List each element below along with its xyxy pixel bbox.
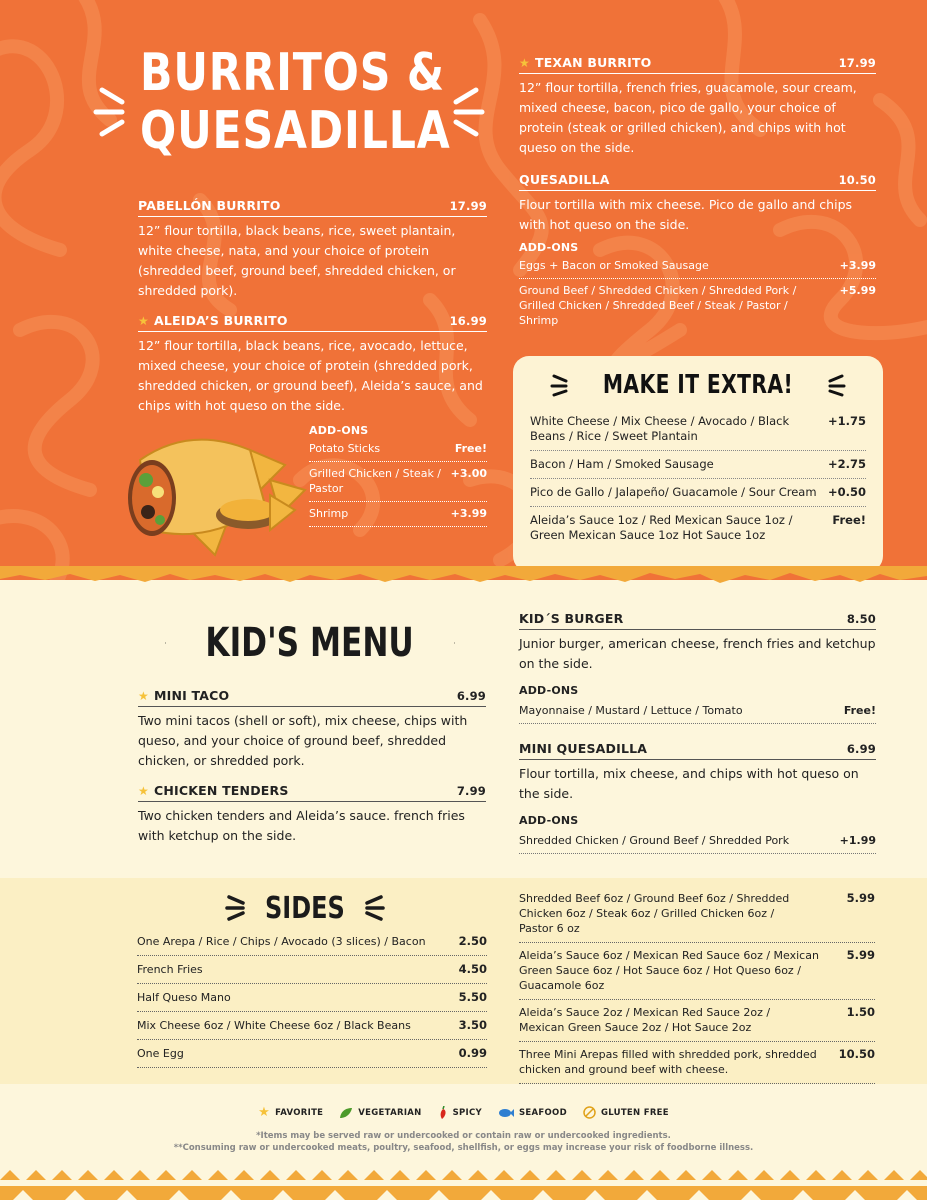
addon-name: Mayonnaise / Mustard / Lettuce / Tomato	[519, 704, 743, 717]
side-price: 10.50	[838, 1047, 875, 1061]
addon-row	[309, 437, 487, 462]
item-name: CHICKEN TENDERS	[153, 783, 289, 798]
addons-label: ADD-ONS	[309, 424, 369, 437]
page-title	[140, 43, 451, 161]
menu-item-mini-quesadilla	[519, 741, 876, 854]
fish-icon	[498, 1107, 514, 1119]
addon-row	[309, 462, 487, 502]
item-name: QUESADILLA	[519, 172, 610, 187]
item-description: Two chicken tenders and Aleida’s sauce. french fries with ketchup on the side.	[138, 808, 465, 843]
burst-right-icon	[446, 82, 486, 142]
star-icon: ★	[258, 1105, 271, 1120]
chili-pepper-icon	[438, 1106, 448, 1120]
sides-right-list	[519, 886, 875, 1084]
extra-name: White Cheese / Mix Cheese / Avocado / Black Beans / Rice / Sweet Plantain	[530, 414, 790, 443]
extra-row	[530, 479, 866, 507]
menu-item-mini-taco	[138, 688, 486, 771]
side-row	[137, 929, 487, 956]
item-name: KID´S BURGER	[519, 611, 624, 626]
leaf-icon	[339, 1107, 353, 1119]
item-description: Flour tortilla, mix cheese, and chips with hot queso on the side.	[519, 766, 859, 801]
side-name: Half Queso Mano	[137, 991, 231, 1004]
page-title-line1: BURRITOS &	[140, 43, 445, 103]
side-price: 5.99	[846, 891, 875, 905]
menu-item-chicken-tenders	[138, 783, 486, 846]
legend-label: SEAFOOD	[519, 1107, 567, 1118]
legend-vegetarian	[339, 1105, 421, 1120]
menu-item-quesadilla	[519, 172, 876, 333]
addon-price: +3.00	[450, 467, 487, 480]
item-price: 17.99	[449, 198, 487, 213]
burritos-section	[0, 0, 927, 580]
item-description: Flour tortilla with mix cheese. Pico de gallo and chips with hot queso on the side.	[519, 197, 853, 232]
torn-edge-divider	[0, 566, 927, 588]
side-row	[519, 1000, 875, 1042]
chevron-burst-right-icon	[826, 372, 846, 398]
addon-name: Shrimp	[309, 507, 349, 520]
kids-menu-heading	[165, 618, 455, 668]
extra-price: +0.50	[827, 485, 866, 499]
side-price: 5.99	[846, 948, 875, 962]
addon-name: Shredded Chicken / Ground Beef / Shredded Pork	[519, 834, 790, 847]
item-description: 12” flour tortilla, black beans, rice, avocado, lettuce, mixed cheese, your choice of protein (shredded pork, shredded chicken, or ground beef), Aleida’s sauce, and chips with hot queso on the side.	[138, 338, 483, 413]
legend-seafood	[498, 1105, 567, 1120]
page-title-line2: QUESADILLA	[140, 101, 451, 161]
side-name: Mix Cheese 6oz / White Cheese 6oz / Black Beans	[137, 1019, 411, 1032]
item-name: ALEIDA’S BURRITO	[153, 313, 288, 328]
side-name: Aleida’s Sauce 6oz / Mexican Red Sauce 6oz / Mexican Green Sauce 6oz / Hot Sauce 6oz / Hot Queso 6oz / Guacamole 6oz	[519, 949, 819, 992]
legend-spicy	[438, 1105, 482, 1120]
side-price: 4.50	[458, 962, 487, 976]
side-row	[137, 1040, 487, 1068]
addon-name: Eggs + Bacon or Smoked Sausage	[519, 259, 709, 272]
side-name: Three Mini Arepas filled with shredded pork, shredded chicken and ground beef with cheese.	[519, 1048, 817, 1076]
legend-favorite	[258, 1105, 323, 1120]
side-name: Aleida’s Sauce 2oz / Mexican Red Sauce 2oz / Mexican Green Sauce 2oz / Hot Sauce 2oz	[519, 1006, 771, 1034]
extra-name: Pico de Gallo / Jalapeño/ Guacamole / Sour Cream	[530, 485, 817, 499]
addon-price: +5.99	[839, 284, 876, 297]
addons-label: ADD-ONS	[519, 684, 579, 697]
side-price: 5.50	[458, 990, 487, 1004]
kids-menu-title: KID'S MENU	[205, 620, 415, 666]
chevron-burst-left-icon	[165, 625, 166, 661]
addons-label: ADD-ONS	[519, 241, 579, 254]
item-price: 16.99	[449, 313, 487, 328]
side-name: One Egg	[137, 1047, 184, 1060]
chevron-burst-left-icon	[550, 372, 570, 398]
addon-name: Potato Sticks	[309, 442, 381, 455]
side-name: Shredded Beef 6oz / Ground Beef 6oz / Shredded Chicken 6oz / Steak 6oz / Grilled Chicken 6oz / Pastor 6 oz	[519, 892, 790, 935]
side-price: 0.99	[458, 1046, 487, 1060]
side-row	[137, 956, 487, 984]
favorite-star-icon: ★	[138, 783, 149, 798]
extra-name: Bacon / Ham / Smoked Sausage	[530, 457, 714, 471]
menu-item-pabellon-burrito	[138, 198, 487, 301]
item-price: 17.99	[838, 55, 876, 70]
item-price: 6.99	[456, 688, 486, 703]
make-it-extra-panel	[513, 356, 883, 572]
menu-item-aleidas-burrito	[138, 313, 487, 416]
side-row	[137, 984, 487, 1012]
item-description: 12” flour tortilla, black beans, rice, sweet plantain, white cheese, nata, and your choice of protein (shredded beef, ground beef, shredded chicken, or shredded pork).	[138, 223, 456, 298]
extra-row	[530, 408, 866, 451]
extra-price: Free!	[832, 513, 866, 527]
addon-name: Grilled Chicken / Steak / Pastor	[309, 467, 442, 495]
side-price: 3.50	[458, 1018, 487, 1032]
foodborne-illness-note: **Consuming raw or undercooked meats, poultry, seafood, shellfish, or eggs may increase your risk of foodborne illness.	[173, 1143, 754, 1153]
aleidas-addons	[309, 424, 487, 527]
addon-row	[519, 254, 876, 279]
item-description: Junior burger, american cheese, french fries and ketchup on the side.	[519, 636, 876, 671]
chevron-burst-right-icon	[363, 893, 385, 923]
menu-item-texan-burrito	[519, 55, 876, 158]
extra-name: Aleida’s Sauce 1oz / Red Mexican Sauce 1oz / Green Mexican Sauce 1oz Hot Sauce 1oz	[530, 513, 793, 542]
bottom-zigzag-pattern	[0, 1166, 927, 1200]
addons-label: ADD-ONS	[519, 814, 579, 827]
raw-food-note: *Items may be served raw or undercooked or contain raw or undercooked ingredients.	[256, 1131, 671, 1141]
legend-label: GLUTEN FREE	[600, 1107, 669, 1118]
item-description: Two mini tacos (shell or soft), mix cheese, chips with queso, and your choice of ground beef, shredded chicken, or shredded pork.	[138, 713, 468, 768]
side-name: French Fries	[137, 963, 203, 976]
favorite-star-icon: ★	[138, 688, 149, 703]
legend-label: FAVORITE	[275, 1107, 324, 1118]
menu-item-kids-burger	[519, 611, 876, 724]
side-row	[137, 1012, 487, 1040]
sides-title: SIDES	[265, 890, 345, 926]
addon-price: +3.99	[450, 507, 487, 520]
addon-row	[519, 697, 876, 724]
item-name: MINI QUESADILLA	[519, 741, 648, 756]
burst-left-icon	[92, 82, 132, 142]
legend-label: SPICY	[452, 1107, 483, 1118]
addon-row	[519, 827, 876, 854]
gluten-free-icon	[583, 1106, 596, 1119]
addon-name: Ground Beef / Shredded Chicken / Shredded Pork / Grilled Chicken / Shredded Beef / Steak / Pastor / Shrimp	[519, 284, 797, 327]
favorite-star-icon: ★	[138, 313, 149, 328]
chevron-burst-right-icon	[454, 625, 455, 661]
extra-price: +1.75	[827, 414, 866, 428]
make-it-extra-title: MAKE IT EXTRA!	[602, 370, 794, 400]
side-row	[519, 886, 875, 943]
addon-price: +3.99	[839, 259, 876, 272]
extra-row	[530, 451, 866, 479]
item-description: 12” flour tortilla, french fries, guacamole, sour cream, mixed cheese, bacon, pico de gallo, your choice of protein (steak or grilled chicken), and chips with hot queso on the side.	[519, 80, 857, 155]
item-price: 8.50	[846, 611, 876, 626]
addon-price: +1.99	[839, 834, 876, 847]
item-name: MINI TACO	[153, 688, 230, 703]
side-row	[519, 943, 875, 1000]
addon-price: Free!	[454, 442, 487, 455]
diet-legend	[0, 1105, 927, 1120]
side-name: One Arepa / Rice / Chips / Avocado (3 slices) / Bacon	[137, 935, 426, 948]
extra-row	[530, 507, 866, 549]
addon-row	[519, 279, 876, 333]
item-name: PABELLÓN BURRITO	[138, 198, 281, 213]
item-name: TEXAN BURRITO	[534, 55, 652, 70]
favorite-star-icon: ★	[519, 55, 530, 70]
side-price: 2.50	[458, 934, 487, 948]
chevron-burst-left-icon	[225, 893, 247, 923]
extra-price: +2.75	[827, 457, 866, 471]
addon-row	[309, 502, 487, 527]
side-price: 1.50	[846, 1005, 875, 1019]
side-row	[519, 1042, 875, 1084]
item-price: 6.99	[846, 741, 876, 756]
sides-left-list	[137, 929, 487, 1068]
legend-label: VEGETARIAN	[358, 1107, 422, 1118]
burrito-chips-illustration	[120, 420, 310, 560]
addon-price: Free!	[843, 704, 876, 717]
item-price: 7.99	[456, 783, 486, 798]
item-price: 10.50	[838, 172, 876, 187]
sides-heading	[200, 888, 410, 928]
legend-gluten-free	[583, 1105, 669, 1120]
